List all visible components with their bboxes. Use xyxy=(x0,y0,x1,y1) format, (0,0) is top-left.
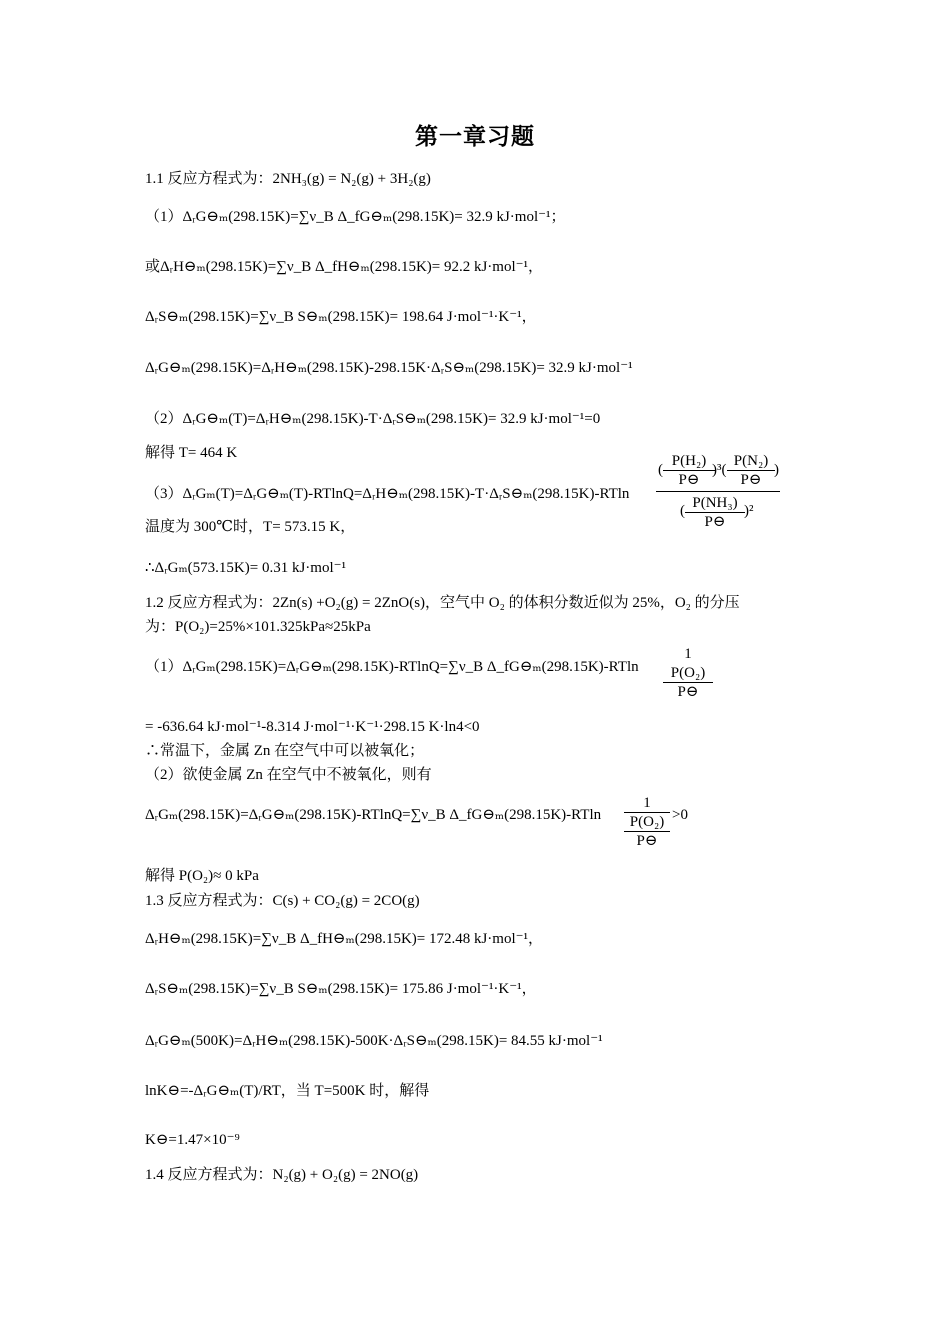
paren: )³( xyxy=(712,462,727,478)
fraction-pn2 xyxy=(727,452,775,489)
equation-line: ΔᵣS⊖ₘ(298.15K)=∑ν_B S⊖ₘ(298.15K)= 198.64 J·mol⁻¹·K⁻¹， xyxy=(145,309,537,325)
denominator: P⊖ xyxy=(678,472,700,488)
equation-line: ΔᵣG⊖ₘ(500K)=ΔᵣH⊖ₘ(298.15K)-500K·ΔᵣS⊖ₘ(298.15K)= 84.55 kJ·mol⁻¹ xyxy=(145,1033,603,1049)
equation-line: （2）ΔᵣG⊖ₘ(T)=ΔᵣH⊖ₘ(298.15K)-T·ΔᵣS⊖ₘ(298.15K)= 32.9 kJ·mol⁻¹=0 xyxy=(145,411,601,427)
equation-line: ∴ΔᵣGₘ(573.15K)= 0.31 kJ·mol⁻¹ xyxy=(145,560,347,576)
text-line: 温度为 300℃时，T= 573.15 K， xyxy=(145,519,356,535)
numerator: P(O₂) xyxy=(629,814,665,830)
problem-1-4-heading: 1.4 反应方程式为：N₂(g) + O₂(g) = 2NO(g) xyxy=(145,1167,419,1183)
numerator: P(H₂) xyxy=(671,453,707,469)
equation-line: ΔᵣGₘ(298.15K)=ΔᵣG⊖ₘ(298.15K)-RTlnQ=∑ν_B Δ_fG⊖ₘ(298.15K)-RTln xyxy=(145,807,602,823)
paren: )² xyxy=(744,503,754,519)
denominator: P⊖ xyxy=(636,833,658,849)
problem-1-1-heading: 1.1 反应方程式为：2NH₃(g) = N₂(g) + 3H₂(g) xyxy=(145,171,431,187)
equation-line: ΔᵣH⊖ₘ(298.15K)=∑ν_B Δ_fH⊖ₘ(298.15K)= 172.48 kJ·mol⁻¹， xyxy=(145,931,544,947)
equation-line: lnK⊖=-ΔᵣG⊖ₘ(T)/RT，当 T=500K 时，解得 xyxy=(145,1083,430,1099)
text-line: 解得 T= 464 K xyxy=(145,445,238,461)
inequality-tail: >0 xyxy=(672,807,688,823)
fraction-po2 xyxy=(624,813,670,850)
numerator: 1 xyxy=(643,795,651,811)
equation-line: = -636.64 kJ·mol⁻¹-8.314 J·mol⁻¹·K⁻¹·298.15 K·ln4<0 xyxy=(145,719,480,735)
numerator: 1 xyxy=(684,646,692,662)
page-title: 第一章习题 xyxy=(415,124,535,150)
fraction-po2 xyxy=(663,664,713,701)
equation-line: 或ΔᵣH⊖ₘ(298.15K)=∑ν_B Δ_fH⊖ₘ(298.15K)= 92.2 kJ·mol⁻¹， xyxy=(145,259,544,275)
equation-line: （3）ΔᵣGₘ(T)=ΔᵣG⊖ₘ(T)-RTlnQ=ΔᵣH⊖ₘ(298.15K)-T·ΔᵣS⊖ₘ(298.15K)-RTln xyxy=(145,486,630,502)
main-fraction-bar xyxy=(656,491,780,492)
problem-1-2-heading: 1.2 反应方程式为：2Zn(s) +O₂(g) = 2ZnO(s)，空气中 O₂ 的体积分数近似为 25%，O₂ 的分压 xyxy=(145,595,740,611)
fraction-pnh3 xyxy=(685,494,745,531)
paren: ) xyxy=(774,462,779,478)
text-line: ∴常温下，金属 Zn 在空气中可以被氧化； xyxy=(145,743,425,759)
equation-line: K⊖=1.47×10⁻⁹ xyxy=(145,1132,240,1148)
denominator: P⊖ xyxy=(677,684,699,700)
fraction-ph2 xyxy=(663,452,715,489)
numerator: P(NH₃) xyxy=(692,495,738,511)
denominator: P⊖ xyxy=(740,472,762,488)
equation-line: ΔᵣS⊖ₘ(298.15K)=∑ν_B S⊖ₘ(298.15K)= 175.86 J·mol⁻¹·K⁻¹， xyxy=(145,981,537,997)
equation-line: ΔᵣG⊖ₘ(298.15K)=ΔᵣH⊖ₘ(298.15K)-298.15K·ΔᵣS⊖ₘ(298.15K)= 32.9 kJ·mol⁻¹ xyxy=(145,360,633,376)
numerator: P(O₂) xyxy=(670,665,706,681)
paren: ( xyxy=(680,503,685,519)
problem-1-3-heading: 1.3 反应方程式为：C(s) + CO₂(g) = 2CO(g) xyxy=(145,893,420,909)
equation-line: （1）ΔᵣG⊖ₘ(298.15K)=∑ν_B Δ_fG⊖ₘ(298.15K)= 32.9 kJ·mol⁻¹； xyxy=(145,209,566,225)
numerator: P(N₂) xyxy=(733,453,769,469)
text-line: 解得 P(O₂)≈ 0 kPa xyxy=(145,868,259,884)
equation-line: （1）ΔᵣGₘ(298.15K)=ΔᵣG⊖ₘ(298.15K)-RTlnQ=∑ν_B Δ_fG⊖ₘ(298.15K)-RTln xyxy=(145,659,639,675)
fraction-one-over-po2 xyxy=(624,794,670,813)
denominator: P⊖ xyxy=(704,514,726,530)
text-line: 为：P(O₂)=25%×101.325kPa≈25kPa xyxy=(145,619,371,635)
fraction-one-over-po2 xyxy=(663,645,713,663)
paren: ( xyxy=(658,462,663,478)
text-line: （2）欲使金属 Zn 在空气中不被氧化，则有 xyxy=(145,767,432,783)
